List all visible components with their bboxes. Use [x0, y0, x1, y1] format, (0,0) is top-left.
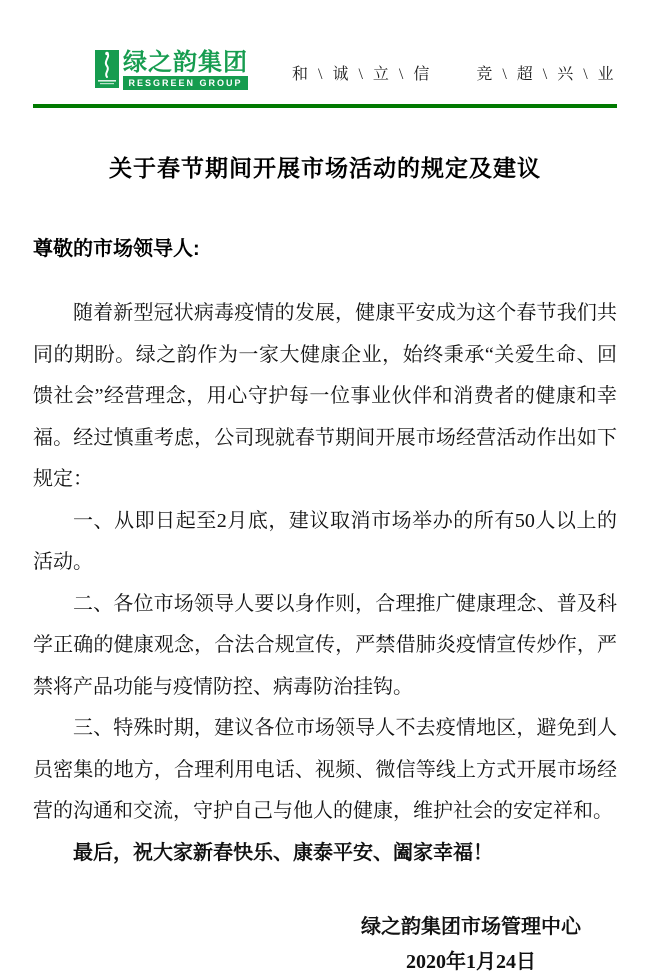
body-paragraph: 随着新型冠状病毒疫情的发展，健康平安成为这个春节我们共同的期盼。绿之韵作为一家大健康企业，始终秉承“关爱生命、回馈社会”经营理念，用心守护每一位事业伙伴和消费者的健康和幸福。经过慎重考虑，公司现就春节期间开展市场经营活动作出如下规定：: [33, 302, 617, 490]
signature-block: [331, 910, 611, 980]
document-body: [33, 293, 617, 833]
closing-line: 最后，祝大家新春快乐、康泰平安、阖家幸福！: [73, 841, 493, 864]
resgreen-figure-icon: [95, 50, 119, 88]
body-paragraph: 三、特殊时期，建议各位市场领导人不去疫情地区，避免到人员密集的地方，合理利用电话、视频、微信等线上方式开展市场经营的沟通和交流，守护自己与他人的健康，维护社会的安定祥和。: [33, 717, 617, 822]
company-logo: [95, 50, 248, 90]
document-title: 关于春节期间开展市场活动的规定及建议: [109, 155, 541, 181]
salutation: 尊敬的市场领导人:: [33, 238, 200, 260]
body-paragraph: 二、各位市场领导人要以身作则，合理推广健康理念、普及科学正确的健康观念，合法合规宣传，严禁借肺炎疫情宣传炒作，严禁将产品功能与疫情防控、病毒防治挂钩。: [33, 592, 617, 698]
logo-text-column: [123, 50, 248, 90]
company-slogans: [292, 57, 617, 84]
signature-date: 2020年1月24日: [406, 951, 536, 973]
body-paragraph: 一、从即日起至2月底，建议取消市场举办的所有50人以上的活动。: [33, 509, 617, 573]
slogan-right: 竞 \ 超 \ 兴 \ 业: [476, 65, 617, 83]
header-rule-divider: [33, 104, 617, 108]
logo-company-name-cn: 绿之韵集团: [123, 49, 248, 76]
slogan-left: 和 \ 诚 \ 立 \ 信: [292, 65, 433, 83]
signature-org: 绿之韵集团市场管理中心: [361, 916, 581, 938]
letterhead: [0, 0, 650, 90]
logo-company-name-en: RESGREEN GROUP: [123, 76, 248, 90]
